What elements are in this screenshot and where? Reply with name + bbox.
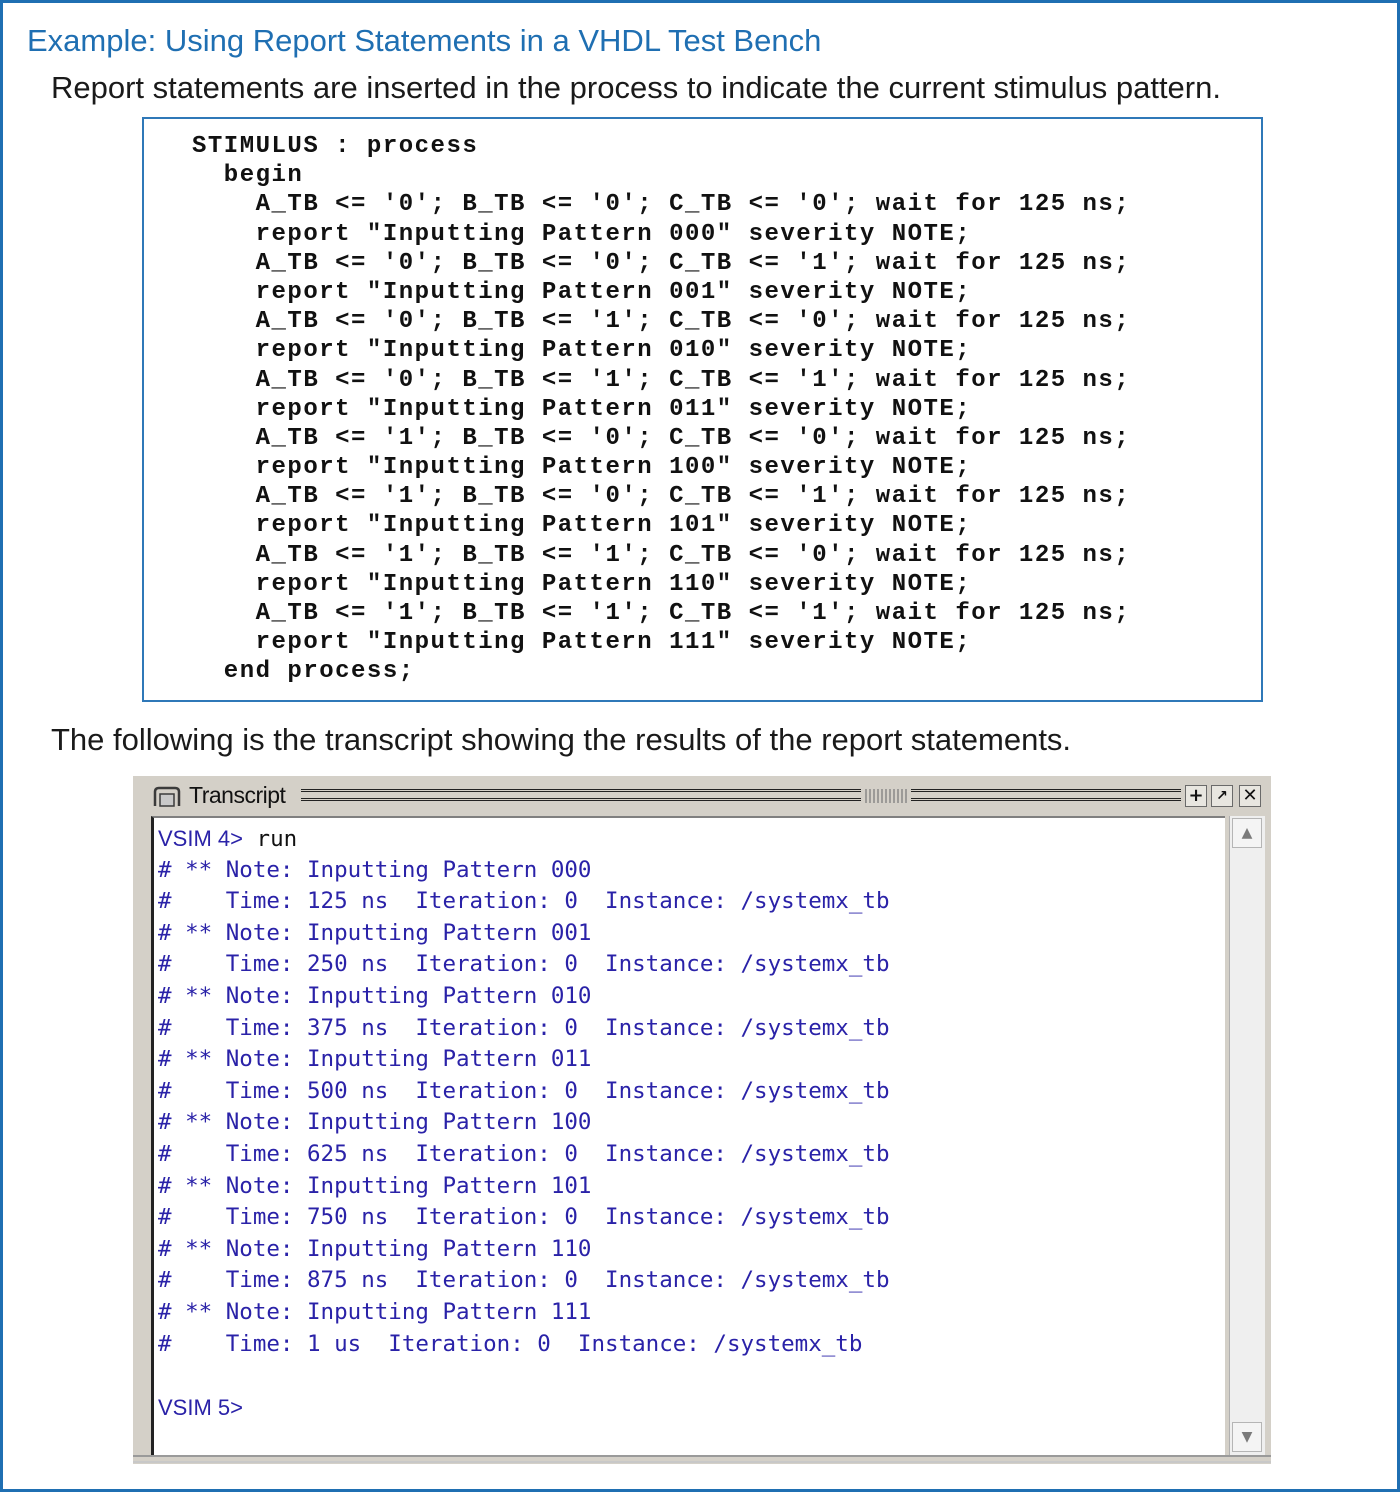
transcript-window xyxy=(133,776,1271,1464)
transcript-line: # ** Note: Inputting Pattern 101 xyxy=(158,1172,592,1199)
code-line: report "Inputting Pattern 110" severity NOTE; xyxy=(192,570,972,598)
transcript-output xyxy=(158,823,890,1423)
vhdl-code xyxy=(192,132,1130,687)
code-line: A_TB <= '0'; B_TB <= '1'; C_TB <= '0'; wait for 125 ns; xyxy=(192,308,1131,336)
transcript-command-line xyxy=(158,823,890,855)
window-bottom-edge xyxy=(133,1455,1271,1463)
titlebar-grip-left xyxy=(301,789,861,801)
scroll-down-icon[interactable]: ▼ xyxy=(1232,1422,1262,1452)
transcript-caption: The following is the transcript showing the results of the report statements. xyxy=(51,722,1072,757)
code-line: report "Inputting Pattern 101" severity NOTE; xyxy=(192,512,972,540)
close-icon[interactable]: ✕ xyxy=(1239,785,1261,807)
code-line: end process; xyxy=(192,658,415,686)
transcript-line: # Time: 125 ns Iteration: 0 Instance: /systemx_tb xyxy=(158,888,890,915)
intro-paragraph: Report statements are inserted in the process to indicate the current stimulus pattern. xyxy=(51,70,1221,105)
code-line: STIMULUS : process xyxy=(192,133,479,160)
drag-handle[interactable] xyxy=(865,789,909,803)
transcript-titlebar[interactable] xyxy=(149,780,1265,812)
scroll-up-icon[interactable]: ▲ xyxy=(1232,818,1262,848)
prompt-end: VSIM 5> xyxy=(158,1394,243,1420)
titlebar-grip-right xyxy=(911,789,1181,801)
code-listing-box xyxy=(142,117,1263,702)
undock-icon[interactable]: ↗ xyxy=(1211,785,1233,807)
window-title: Transcript xyxy=(189,782,286,808)
code-line: A_TB <= '1'; B_TB <= '1'; C_TB <= '0'; wait for 125 ns; xyxy=(192,541,1131,569)
dock-icon[interactable]: + xyxy=(1185,785,1207,807)
code-line: report "Inputting Pattern 010" severity NOTE; xyxy=(192,337,972,365)
transcript-line: # Time: 875 ns Iteration: 0 Instance: /systemx_tb xyxy=(158,1267,890,1294)
code-line: A_TB <= '0'; B_TB <= '0'; C_TB <= '1'; wait for 125 ns; xyxy=(192,249,1131,277)
transcript-line: # ** Note: Inputting Pattern 001 xyxy=(158,919,592,946)
transcript-line: # Time: 750 ns Iteration: 0 Instance: /systemx_tb xyxy=(158,1204,890,1231)
transcript-pane[interactable] xyxy=(151,816,1225,1456)
window-icon xyxy=(153,786,181,808)
prompt-start: VSIM 4> xyxy=(158,826,243,851)
transcript-line: # ** Note: Inputting Pattern 100 xyxy=(158,1109,592,1136)
transcript-line: # ** Note: Inputting Pattern 111 xyxy=(158,1298,592,1325)
example-title: Example: Using Report Statements in a VHDL Test Bench xyxy=(27,23,822,58)
code-line: A_TB <= '1'; B_TB <= '0'; C_TB <= '0'; wait for 125 ns; xyxy=(192,424,1131,452)
code-line: report "Inputting Pattern 001" severity NOTE; xyxy=(192,278,972,306)
run-command: run xyxy=(242,826,298,852)
code-line: report "Inputting Pattern 100" severity NOTE; xyxy=(192,454,972,482)
transcript-blank-line xyxy=(158,1360,890,1392)
transcript-line: # Time: 625 ns Iteration: 0 Instance: /systemx_tb xyxy=(158,1140,890,1167)
code-line: A_TB <= '1'; B_TB <= '1'; C_TB <= '1'; wait for 125 ns; xyxy=(192,600,1131,627)
code-line: report "Inputting Pattern 000" severity NOTE; xyxy=(192,220,972,248)
code-line: A_TB <= '0'; B_TB <= '0'; C_TB <= '0'; wait for 125 ns; xyxy=(192,191,1131,219)
transcript-line: # Time: 250 ns Iteration: 0 Instance: /systemx_tb xyxy=(158,951,890,978)
code-line: report "Inputting Pattern 011" severity NOTE; xyxy=(192,395,972,423)
transcript-prompt-line[interactable] xyxy=(158,1392,890,1424)
transcript-line: # ** Note: Inputting Pattern 000 xyxy=(158,856,592,883)
transcript-line: # Time: 500 ns Iteration: 0 Instance: /systemx_tb xyxy=(158,1077,890,1104)
transcript-line: # ** Note: Inputting Pattern 010 xyxy=(158,982,592,1009)
vertical-scrollbar[interactable] xyxy=(1229,816,1265,1456)
code-line: begin xyxy=(192,162,304,190)
transcript-line: # ** Note: Inputting Pattern 110 xyxy=(158,1235,592,1262)
code-line: report "Inputting Pattern 111" severity NOTE; xyxy=(192,629,972,657)
transcript-line: # Time: 375 ns Iteration: 0 Instance: /systemx_tb xyxy=(158,1014,890,1041)
code-line: A_TB <= '1'; B_TB <= '0'; C_TB <= '1'; wait for 125 ns; xyxy=(192,483,1131,511)
transcript-line: # ** Note: Inputting Pattern 011 xyxy=(158,1046,592,1073)
transcript-line: # Time: 1 us Iteration: 0 Instance: /systemx_tb xyxy=(158,1330,863,1357)
code-line: A_TB <= '0'; B_TB <= '1'; C_TB <= '1'; wait for 125 ns; xyxy=(192,366,1131,394)
